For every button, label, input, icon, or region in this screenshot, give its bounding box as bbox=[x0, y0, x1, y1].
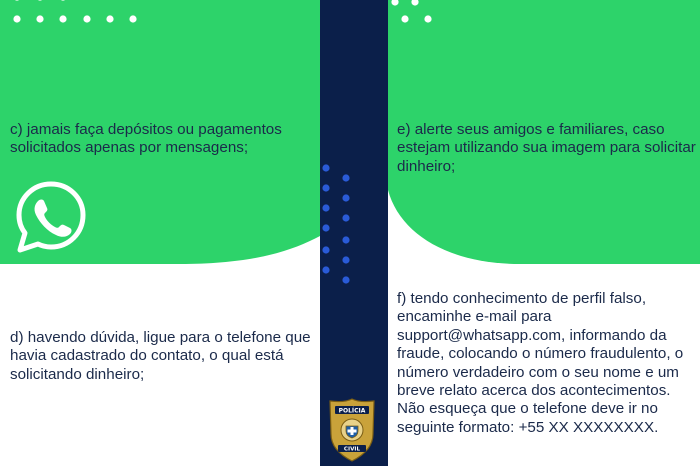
tip-f-text: f) tendo conhecimento de perfil falso, encaminhe e-mail para support@whatsapp.com, informando da fraude, colocando o número fraudulento, o número verdadeiro com o seu nome e um breve relato acerca dos acontecimentos. Não esqueça que o telefone deve ir no seguinte formato: +55 XX XXXXXXXX. bbox=[397, 290, 684, 436]
badge-top-text: POLÍCIA bbox=[338, 407, 366, 415]
tip-e-text: e) alerte seus amigos e familiares, caso estejam utilizando sua imagem para solicitar dinheiro; bbox=[397, 121, 696, 175]
badge-bottom-text: CIVIL bbox=[343, 446, 361, 453]
tip-d-text: d) havendo dúvida, ligue para o telefone que havia cadastrado do contato, o qual está solicitando dinheiro; bbox=[10, 329, 311, 383]
whatsapp-icon bbox=[14, 180, 88, 254]
center-navy-stripe bbox=[320, 0, 388, 466]
tip-c-text: c) jamais faça depósitos ou pagamentos solicitados apenas por mensagens; bbox=[10, 121, 282, 157]
police-badge-icon bbox=[328, 398, 376, 462]
